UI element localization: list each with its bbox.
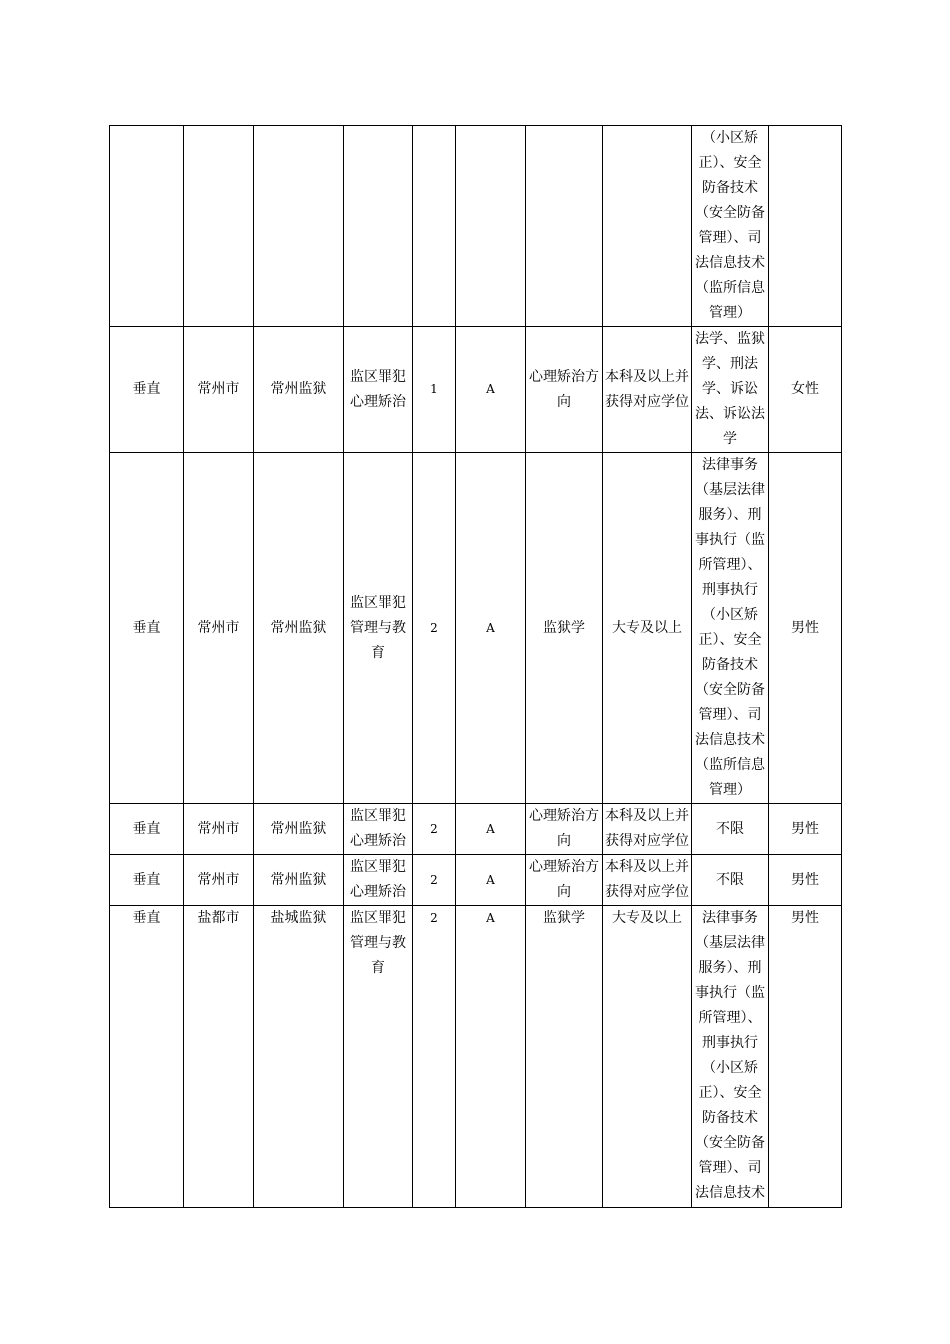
specialty-line: 法信息技术 [695, 255, 765, 271]
specialty-line: 事执行（监 [695, 532, 765, 548]
specialty-cell [692, 906, 769, 1208]
major-line: 心理矫治方 [529, 368, 599, 385]
major-cell: 监狱学 [526, 453, 603, 804]
education-line: 获得对应学位 [605, 833, 689, 849]
specialty-line: （基层法律 [695, 482, 765, 498]
specialty-line: （安全防备 [695, 682, 765, 698]
position-line: 监区罪犯 [350, 368, 406, 385]
unit-cell: 常州监狱 [254, 453, 344, 804]
gender-cell: 男性 [769, 855, 842, 906]
table-row [110, 126, 842, 327]
position-line: 管理与教 [350, 935, 406, 951]
education-cell: 大专及以上 [603, 906, 692, 1208]
specialty-line: 服务）、刑 [698, 507, 762, 523]
specialty-line: （小区矫 [702, 1060, 758, 1076]
position-line: 管理与教 [350, 619, 406, 636]
specialty-line: 法学、监狱 [695, 331, 765, 347]
position-line: 心理矫治 [350, 393, 406, 410]
city-cell: 常州市 [184, 453, 254, 804]
specialty-line: （监所信息 [695, 280, 765, 296]
specialty-line: （基层法律 [695, 935, 765, 951]
specialty-line: 学、诉讼 [702, 381, 758, 397]
specialty-cell: 不限 [692, 804, 769, 855]
unit-cell: 常州监狱 [254, 327, 344, 453]
count-cell: 2 [413, 906, 456, 1208]
specialty-line: 刑事执行 [702, 582, 758, 598]
major-line: 向 [557, 393, 571, 410]
specialty-line: 正）、安全 [698, 155, 762, 171]
specialty-line: 法、诉讼法 [695, 406, 765, 422]
level-cell: 垂直 [110, 327, 184, 453]
specialty-line: 法律事务 [702, 457, 758, 473]
education-cell [603, 855, 692, 906]
specialty-line: 管理）、司 [698, 1160, 762, 1176]
position-cell [344, 804, 413, 855]
specialty-cell [692, 327, 769, 453]
level-cell [110, 126, 184, 327]
table-row [110, 906, 842, 1208]
specialty-line: （监所信息 [695, 757, 765, 773]
specialty-line: 所管理）、 [698, 557, 762, 573]
count-cell [413, 126, 456, 327]
position-line: 监区罪犯 [350, 910, 406, 926]
position-cell [344, 855, 413, 906]
specialty-line: 法信息技术 [695, 1185, 765, 1201]
gender-cell: 男性 [769, 804, 842, 855]
city-cell: 常州市 [184, 855, 254, 906]
level-cell: 垂直 [110, 855, 184, 906]
table-row [110, 804, 842, 855]
specialty-line: 防备技术 [702, 657, 758, 673]
table-row [110, 327, 842, 453]
specialty-line: 学、刑法 [702, 356, 758, 372]
specialty-line: 防备技术 [702, 180, 758, 196]
specialty-line: 正）、安全 [698, 632, 762, 648]
table-row [110, 855, 842, 906]
city-cell: 常州市 [184, 804, 254, 855]
position-cell [344, 906, 413, 1208]
table-body [110, 126, 842, 1208]
education-line: 本科及以上并 [605, 368, 689, 385]
position-line: 监区罪犯 [350, 808, 406, 824]
position-line: 育 [371, 960, 385, 976]
position-line: 监区罪犯 [350, 594, 406, 611]
major-cell [526, 855, 603, 906]
education-cell [603, 804, 692, 855]
table-row [110, 453, 842, 804]
gender-cell: 男性 [769, 906, 842, 1208]
specialty-line: 法律事务 [702, 910, 758, 926]
position-line: 育 [371, 644, 385, 661]
major-line: 向 [557, 884, 571, 900]
position-cell [344, 126, 413, 327]
specialty-line: 刑事执行 [702, 1035, 758, 1051]
position-cell [344, 453, 413, 804]
specialty-line: 防备技术 [702, 1110, 758, 1126]
specialty-line: 管理）、司 [698, 707, 762, 723]
specialty-line: （小区矫 [702, 607, 758, 623]
count-cell: 2 [413, 855, 456, 906]
education-line: 本科及以上并 [605, 808, 689, 824]
recruitment-table [109, 125, 842, 1208]
count-cell: 1 [413, 327, 456, 453]
education-line: 获得对应学位 [605, 393, 689, 410]
count-cell: 2 [413, 453, 456, 804]
major-line: 向 [557, 833, 571, 849]
count-cell: 2 [413, 804, 456, 855]
major-cell [526, 804, 603, 855]
specialty-line: 正）、安全 [698, 1085, 762, 1101]
education-cell: 大专及以上 [603, 453, 692, 804]
specialty-line: 管理） [709, 305, 751, 321]
education-cell [603, 327, 692, 453]
specialty-line: 管理） [709, 782, 751, 798]
specialty-line: （安全防备 [695, 1135, 765, 1151]
position-line: 心理矫治 [350, 884, 406, 900]
specialty-line: 管理）、司 [698, 230, 762, 246]
position-line: 监区罪犯 [350, 859, 406, 875]
gender-cell: 男性 [769, 453, 842, 804]
specialty-cell [692, 453, 769, 804]
specialty-cell: 不限 [692, 855, 769, 906]
gender-cell [769, 126, 842, 327]
position-line: 心理矫治 [350, 833, 406, 849]
unit-cell: 常州监狱 [254, 855, 344, 906]
specialty-line: 事执行（监 [695, 985, 765, 1001]
education-cell [603, 126, 692, 327]
gender-cell: 女性 [769, 327, 842, 453]
city-cell: 盐都市 [184, 906, 254, 1208]
specialty-cell [692, 126, 769, 327]
category-cell: A [456, 804, 526, 855]
major-line: 心理矫治方 [529, 808, 599, 824]
position-cell [344, 327, 413, 453]
education-line: 获得对应学位 [605, 884, 689, 900]
specialty-line: （安全防备 [695, 205, 765, 221]
level-cell: 垂直 [110, 453, 184, 804]
education-line: 本科及以上并 [605, 859, 689, 875]
unit-cell: 盐城监狱 [254, 906, 344, 1208]
category-cell: A [456, 906, 526, 1208]
unit-cell [254, 126, 344, 327]
major-cell: 监狱学 [526, 906, 603, 1208]
specialty-line: 服务）、刑 [698, 960, 762, 976]
category-cell: A [456, 327, 526, 453]
major-cell [526, 126, 603, 327]
level-cell: 垂直 [110, 804, 184, 855]
major-cell [526, 327, 603, 453]
unit-cell: 常州监狱 [254, 804, 344, 855]
level-cell: 垂直 [110, 906, 184, 1208]
category-cell: A [456, 855, 526, 906]
city-cell [184, 126, 254, 327]
specialty-line: 所管理）、 [698, 1010, 762, 1026]
specialty-line: 学 [723, 431, 737, 447]
category-cell: A [456, 453, 526, 804]
city-cell: 常州市 [184, 327, 254, 453]
specialty-line: 法信息技术 [695, 732, 765, 748]
major-line: 心理矫治方 [529, 859, 599, 875]
specialty-line: （小区矫 [702, 130, 758, 146]
category-cell [456, 126, 526, 327]
